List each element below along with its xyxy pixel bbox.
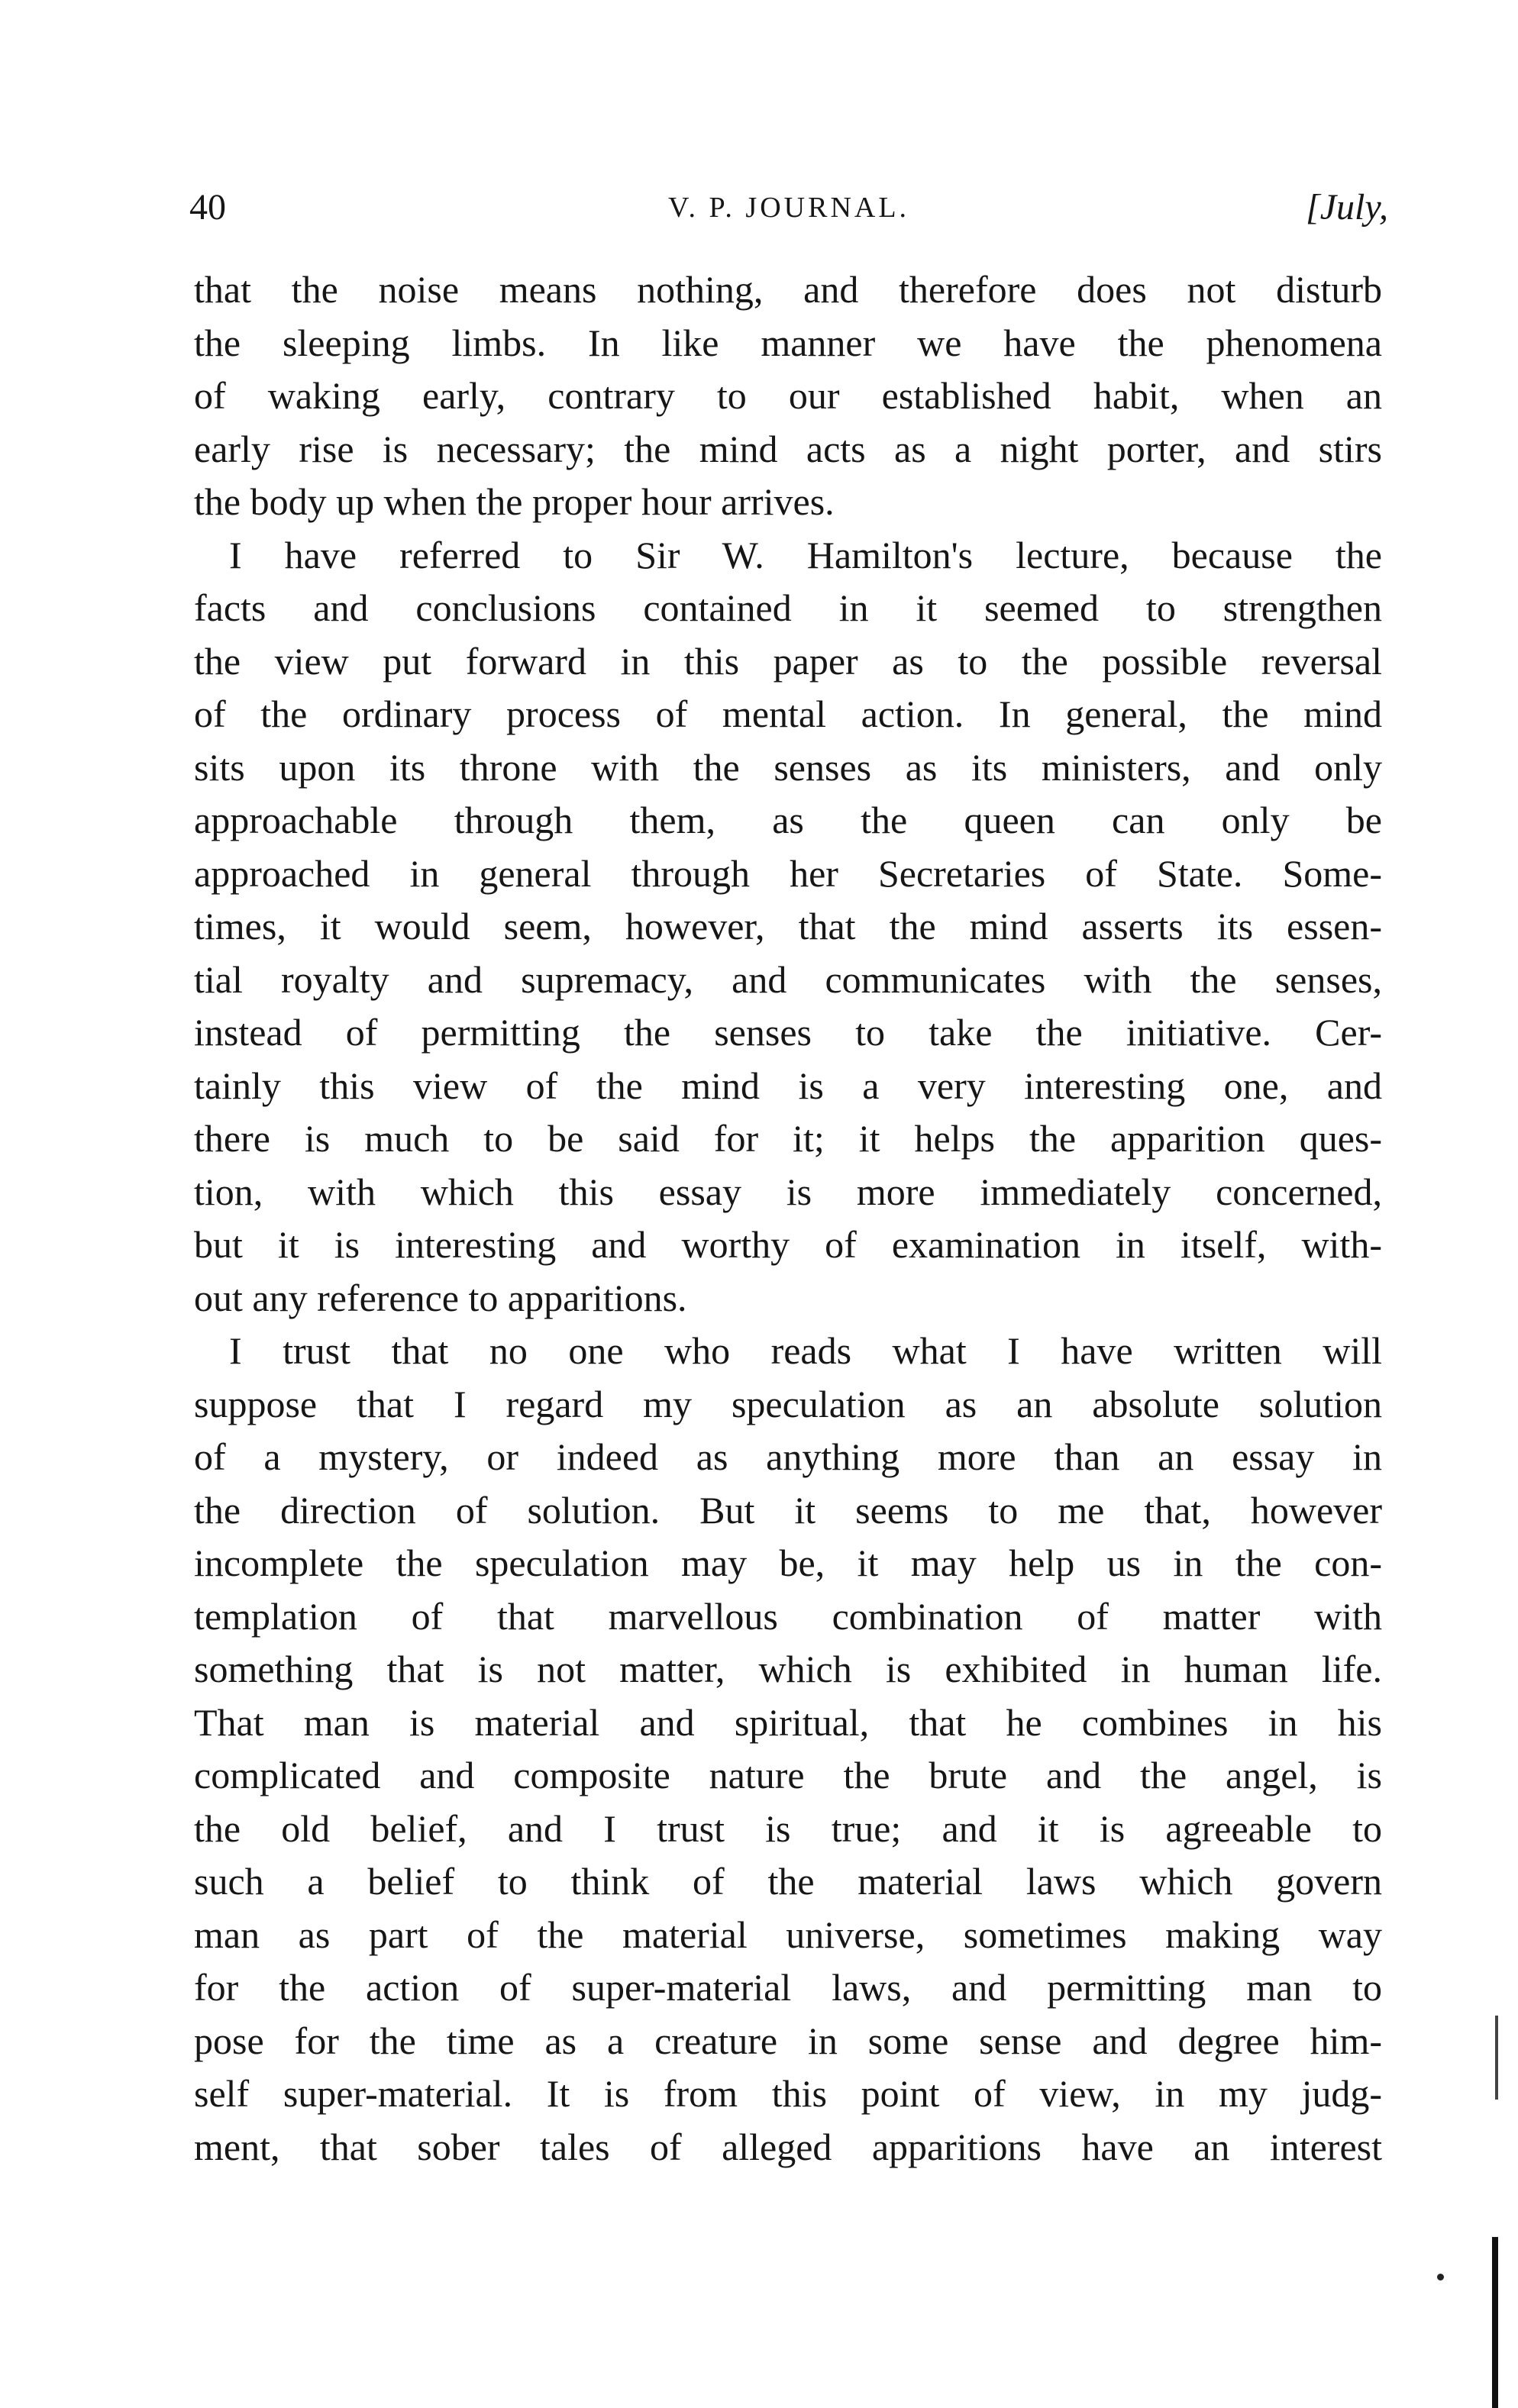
text-line: That man is material and spiritual, that he combines in his [194,1700,1382,1744]
text-line: templation of that marvellous combination of matter with [194,1594,1382,1638]
text-line: of a mystery, or indeed as anything more than an essay in [194,1435,1382,1478]
text-line: sits upon its throne with the senses as its ministers, and only [194,745,1382,789]
text-line: incomplete the speculation may be, it may help us in the con- [194,1541,1382,1584]
text-line: complicated and composite nature the brute and the angel, is [194,1754,1382,1796]
text-line: such a belief to think of the material laws which govern [194,1860,1382,1903]
text-line: the direction of solution. But it seems to me that, however [194,1488,1382,1532]
scan-edge-mark [1495,2016,1498,2100]
text-line: early rise is necessary; the mind acts as a night porter, and stirs [194,427,1382,470]
text-line: pose for the time as a creature in some sense and degree him- [194,2019,1382,2062]
journal-title: V. P. JOURNAL. [667,192,910,224]
text-line: but it is interesting and worthy of examination in itself, with- [194,1223,1382,1266]
page-number: 40 [189,187,226,228]
text-line: tial royalty and supremacy, and communicates with the senses, [194,957,1382,1001]
text-line: approachable through them, as the queen can only be [194,799,1382,841]
text-line: the view put forward in this paper as to the possible reversal [194,639,1382,683]
running-head [189,177,1388,238]
text-line: instead of permitting the senses to take the initiative. Cer- [194,1011,1382,1054]
text-line: of waking early, contrary to our established habit, when an [194,374,1382,417]
text-line: of the ordinary process of mental action. In general, the mind [194,692,1382,735]
text-line: tion, with which this essay is more immediately concerned, [194,1170,1382,1213]
margin-speck [1437,2274,1444,2280]
text-line: there is much to be said for it; it helps the apparition ques- [194,1117,1382,1160]
text-line: the body up when the proper hour arrives. [194,480,835,523]
text-line: the old belief, and I trust is true; and it is agreeable to [194,1806,1382,1850]
month-label: [July, [1306,187,1388,228]
text-line: for the action of super-material laws, and permitting man to [194,1966,1382,2009]
text-line: I trust that no one who reads what I have written will [229,1329,1382,1372]
text-line: that the noise means nothing, and therefore does not disturb [194,268,1382,311]
text-line: facts and conclusions contained in it seemed to strengthen [194,586,1382,629]
body-text [194,263,1382,2174]
text-line: tainly this view of the mind is a very interesting one, and [194,1064,1382,1107]
text-line: something that is not matter, which is exhibited in human life. [194,1648,1382,1690]
text-line: self super-material. It is from this point of view, in my judg- [194,2072,1382,2115]
text-line: out any reference to apparitions. [194,1276,687,1319]
scan-edge-mark [1492,2237,1498,2408]
text-line: suppose that I regard my speculation as an absolute solution [194,1382,1382,1425]
text-line: I have referred to Sir W. Hamilton's lecture, because the [229,533,1382,576]
text-line: times, it would seem, however, that the mind asserts its essen- [194,905,1382,947]
text-line: ment, that sober tales of alleged apparitions have an interest [194,2125,1382,2168]
text-line: man as part of the material universe, sometimes making way [194,1913,1382,1956]
text-line: the sleeping limbs. In like manner we have the phenomena [194,321,1382,364]
text-line: approached in general through her Secretaries of State. Some- [194,851,1382,895]
